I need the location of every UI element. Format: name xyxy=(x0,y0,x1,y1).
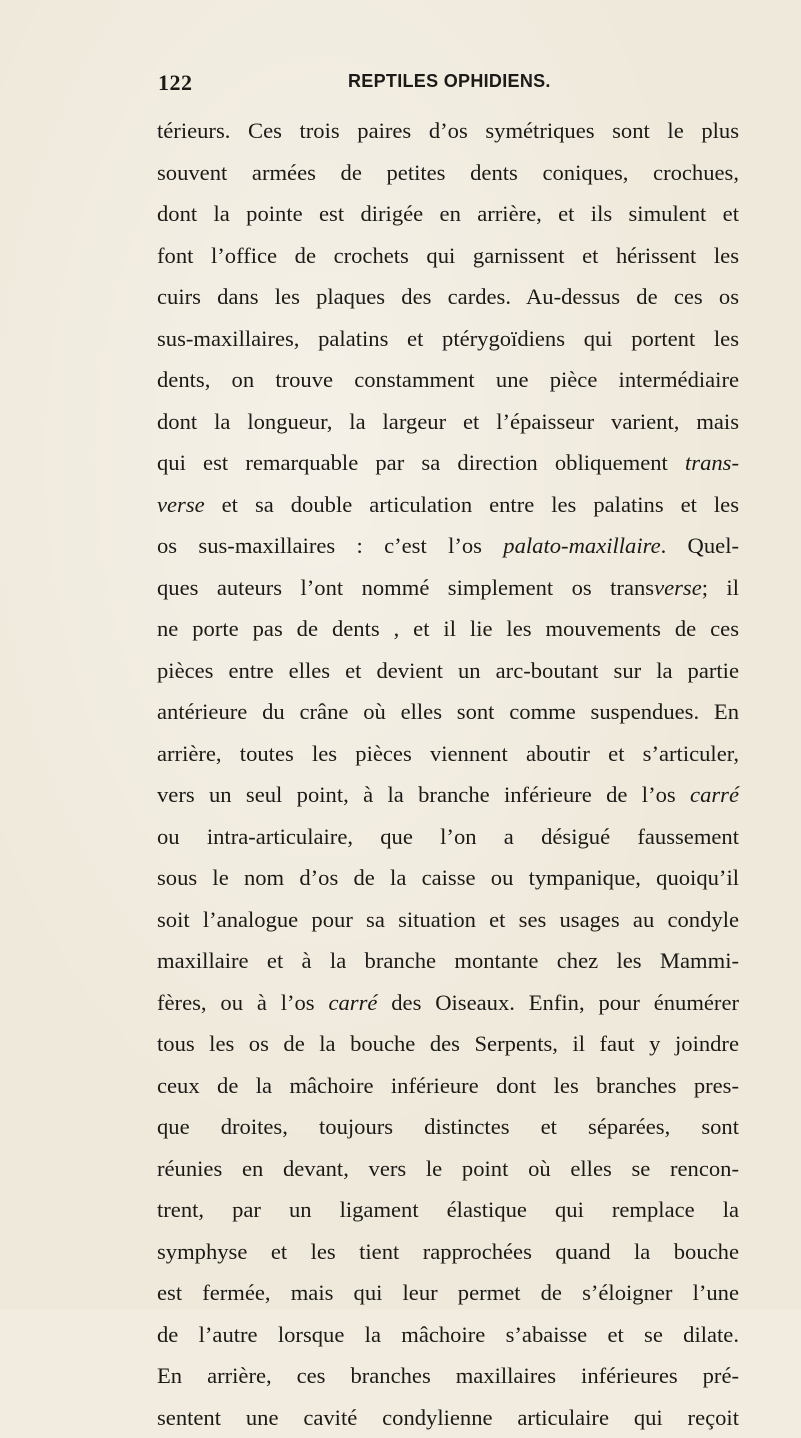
text-line: dents, on trouve constamment une pièce intermédiaire xyxy=(157,359,739,401)
running-head xyxy=(158,70,718,100)
text-line: ceux de la mâchoire inférieure dont les branches pres- xyxy=(157,1065,739,1107)
text-line: os sus-maxillaires : c’est l’os palato-maxillaire. Quel- xyxy=(157,525,739,567)
text-line: dont la pointe est dirigée en arrière, et ils simulent et xyxy=(157,193,739,235)
text-line: maxillaire et à la branche montante chez les Mammi- xyxy=(157,940,739,982)
text-line: de l’autre lorsque la mâchoire s’abaisse et se dilate. xyxy=(157,1314,739,1356)
text-line: ou intra-articulaire, que l’on a désigué faussement xyxy=(157,816,739,858)
page-number: 122 xyxy=(158,70,193,96)
text-line: qui est remarquable par sa direction obliquement trans- xyxy=(157,442,739,484)
text-line: En arrière, ces branches maxillaires inférieures pré- xyxy=(157,1355,739,1397)
body-text xyxy=(157,110,739,1438)
text-line: vers un seul point, à la branche inférieure de l’os carré xyxy=(157,774,739,816)
text-line: que droites, toujours distinctes et séparées, sont xyxy=(157,1106,739,1148)
text-line: pièces entre elles et devient un arc-boutant sur la partie xyxy=(157,650,739,692)
text-line: fères, ou à l’os carré des Oiseaux. Enfin, pour énumérer xyxy=(157,982,739,1024)
running-title: REPTILES OPHIDIENS. xyxy=(348,71,551,92)
text-line: souvent armées de petites dents coniques, crochues, xyxy=(157,152,739,194)
text-line: ne porte pas de dents , et il lie les mouvements de ces xyxy=(157,608,739,650)
text-line: réunies en devant, vers le point où elles se rencon- xyxy=(157,1148,739,1190)
text-line: tous les os de la bouche des Serpents, il faut y joindre xyxy=(157,1023,739,1065)
text-line: cuirs dans les plaques des cardes. Au-dessus de ces os xyxy=(157,276,739,318)
text-line: arrière, toutes les pièces viennent aboutir et s’articuler, xyxy=(157,733,739,775)
text-line: trent, par un ligament élastique qui remplace la xyxy=(157,1189,739,1231)
text-line: dont la longueur, la largeur et l’épaisseur varient, mais xyxy=(157,401,739,443)
text-line: font l’office de crochets qui garnissent et hérissent les xyxy=(157,235,739,277)
text-line: soit l’analogue pour sa situation et ses usages au condyle xyxy=(157,899,739,941)
text-line: ques auteurs l’ont nommé simplement os transverse; il xyxy=(157,567,739,609)
text-line: symphyse et les tient rapprochées quand la bouche xyxy=(157,1231,739,1273)
text-line: verse et sa double articulation entre les palatins et les xyxy=(157,484,739,526)
text-line: sentent une cavité condylienne articulaire qui reçoit xyxy=(157,1397,739,1438)
text-line: antérieure du crâne où elles sont comme suspendues. En xyxy=(157,691,739,733)
text-line: sous le nom d’os de la caisse ou tympanique, quoiqu’il xyxy=(157,857,739,899)
text-line: térieurs. Ces trois paires d’os symétriques sont le plus xyxy=(157,110,739,152)
text-line: sus-maxillaires, palatins et ptérygoïdiens qui portent les xyxy=(157,318,739,360)
text-line: est fermée, mais qui leur permet de s’éloigner l’une xyxy=(157,1272,739,1314)
